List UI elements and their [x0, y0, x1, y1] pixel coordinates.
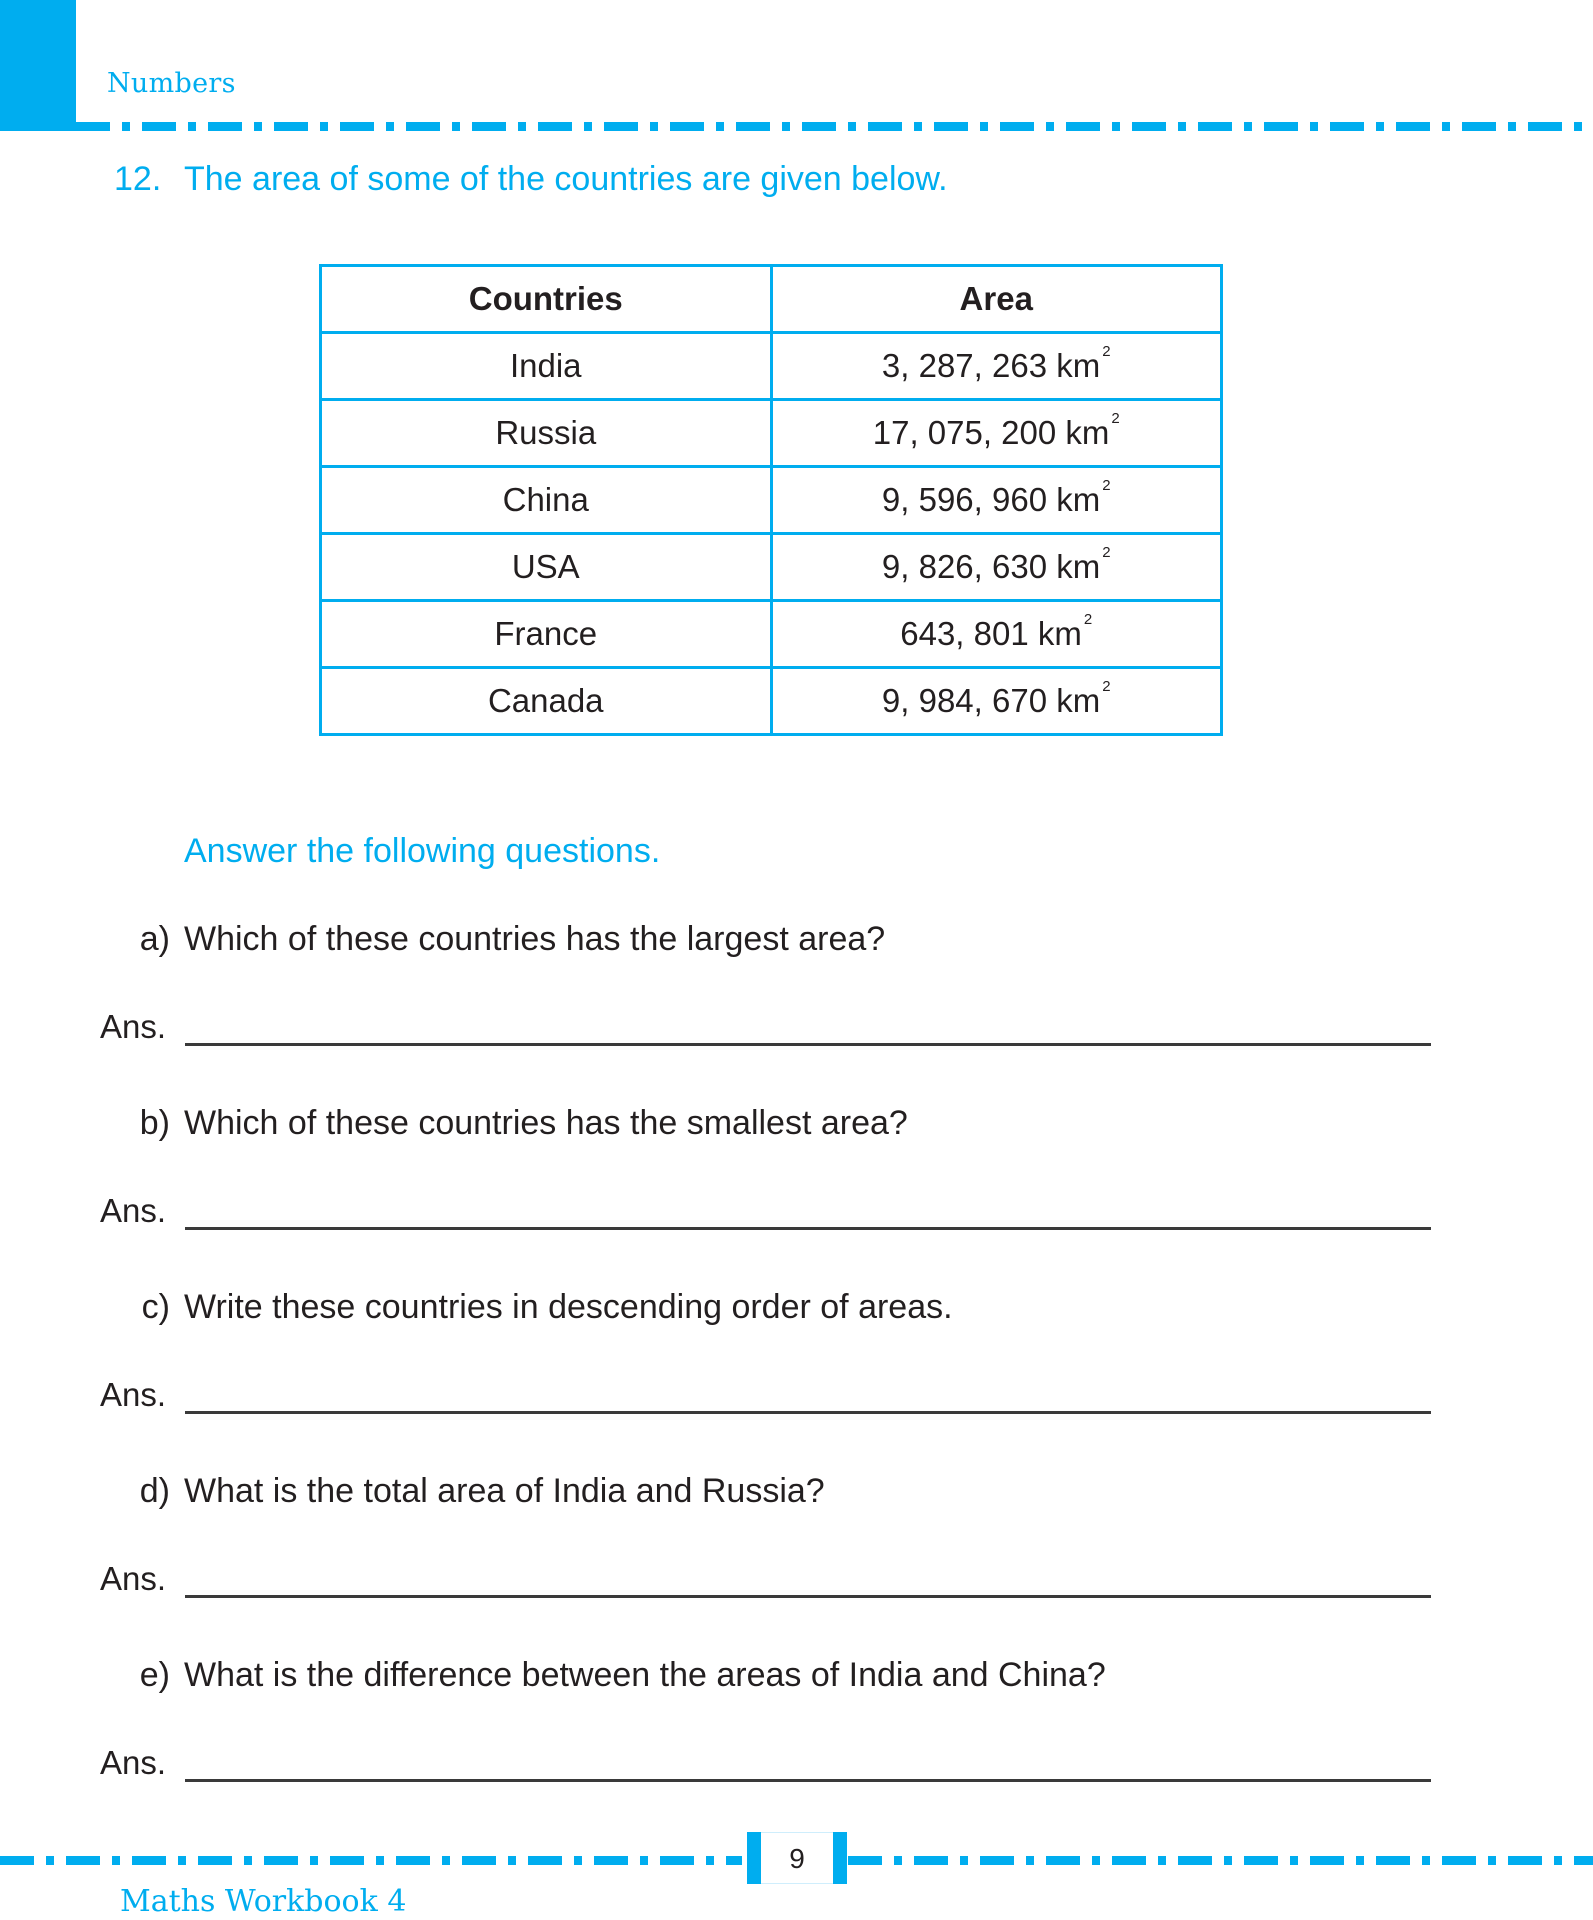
footer-divider-right: [848, 1856, 1593, 1865]
area-value: 3, 287, 263: [881, 347, 1048, 384]
country-area-table: [319, 264, 1223, 736]
sub-question-letter: e): [139, 1656, 170, 1694]
table-row: [321, 601, 1222, 668]
page-number: 9: [761, 1832, 833, 1884]
country-cell: Canada: [321, 668, 772, 735]
sub-question-text: What is the total area of India and Russia?: [184, 1472, 825, 1510]
sub-question: [118, 920, 885, 959]
area-cell: [771, 467, 1222, 534]
sub-question-text: Write these countries in descending order of areas.: [184, 1288, 953, 1326]
page-number-box: [747, 1832, 847, 1884]
country-cell: France: [321, 601, 772, 668]
column-header-countries: Countries: [321, 266, 772, 333]
area-unit: km: [1056, 347, 1101, 384]
question-heading: [114, 160, 948, 199]
area-cell: [771, 534, 1222, 601]
area-value: 17, 075, 200: [872, 414, 1057, 451]
sub-question: [118, 1656, 1106, 1695]
unit-exponent: 2: [1083, 611, 1093, 628]
answer-line[interactable]: [185, 1227, 1431, 1230]
area-unit: km: [1037, 615, 1082, 652]
area-cell: [771, 333, 1222, 400]
sub-question: [118, 1472, 825, 1511]
sub-question-letter: a): [139, 920, 170, 958]
area-value: 9, 984, 670: [881, 682, 1048, 719]
question-text: The area of some of the countries are given below.: [184, 160, 948, 198]
answer-line[interactable]: [185, 1411, 1431, 1414]
sub-question-letter: d): [139, 1472, 170, 1510]
sub-question: [118, 1104, 908, 1143]
sub-question-letter: c): [141, 1288, 170, 1326]
unit-exponent: 2: [1111, 410, 1120, 427]
column-header-area: Area: [771, 266, 1222, 333]
sub-question-text: What is the difference between the areas of India and China?: [184, 1656, 1106, 1694]
country-cell: USA: [321, 534, 772, 601]
area-value: 9, 596, 960: [881, 481, 1048, 518]
header-divider: [76, 122, 1593, 131]
area-cell: [771, 400, 1222, 467]
section-title: Numbers: [107, 68, 236, 99]
unit-exponent: 2: [1102, 544, 1111, 561]
sub-question: [118, 1288, 953, 1327]
area-cell: [771, 601, 1222, 668]
footer-divider-left: [0, 1856, 742, 1865]
answer-label: Ans.: [100, 1192, 167, 1229]
answer-label: Ans.: [100, 1744, 167, 1781]
header-corner-block: [0, 0, 76, 128]
area-unit: km: [1056, 481, 1101, 518]
unit-exponent: 2: [1102, 678, 1111, 695]
sub-question-text: Which of these countries has the smallest area?: [184, 1104, 908, 1142]
answer-label: Ans.: [100, 1376, 167, 1413]
answer-label: Ans.: [100, 1008, 167, 1045]
sub-question-letter: b): [139, 1104, 170, 1142]
area-cell: [771, 668, 1222, 735]
answer-line[interactable]: [185, 1779, 1431, 1782]
country-cell: China: [321, 467, 772, 534]
table-row: [321, 400, 1222, 467]
answer-line[interactable]: [185, 1595, 1431, 1598]
instructions: Answer the following questions.: [184, 832, 661, 870]
area-unit: km: [1065, 414, 1110, 451]
country-cell: Russia: [321, 400, 772, 467]
table-row: [321, 534, 1222, 601]
area-unit: km: [1056, 682, 1101, 719]
table-row: [321, 333, 1222, 400]
table-row: [321, 467, 1222, 534]
table-header-row: [321, 266, 1222, 333]
answer-label: Ans.: [100, 1560, 167, 1597]
sub-question-text: Which of these countries has the largest area?: [184, 920, 886, 958]
area-value: 9, 826, 630: [881, 548, 1048, 585]
unit-exponent: 2: [1102, 477, 1111, 494]
area-unit: km: [1056, 548, 1101, 585]
question-number: 12.: [114, 160, 162, 198]
header-divider-solid: [0, 122, 100, 131]
area-value: 643, 801: [900, 615, 1029, 652]
country-cell: India: [321, 333, 772, 400]
unit-exponent: 2: [1102, 343, 1111, 360]
table-row: [321, 668, 1222, 735]
book-title: Maths Workbook 4: [120, 1884, 407, 1919]
answer-line[interactable]: [185, 1043, 1431, 1046]
